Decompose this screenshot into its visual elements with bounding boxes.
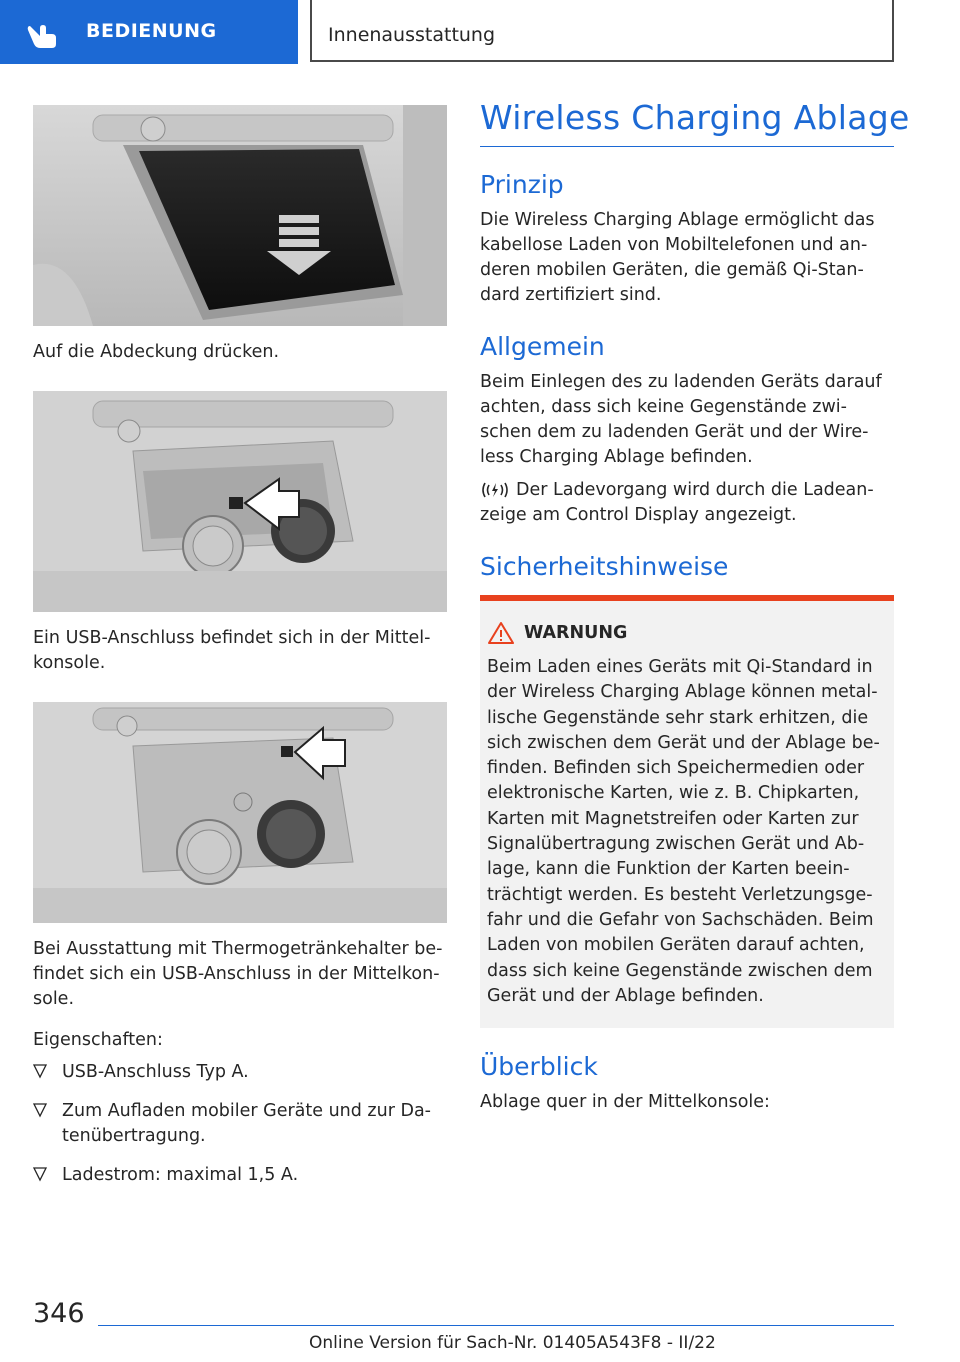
section-title: BEDIENUNG [86,20,217,42]
properties-list [33,1060,447,1202]
heading-prinzip: Prinzip [480,170,564,199]
page-title: Wireless Charging Ablage [480,98,910,137]
triangle-bullet-icon [33,1100,47,1120]
heading-ueberblick: Überblick [480,1052,598,1081]
chapter-title: Innenausstattung [328,24,496,46]
wireless-charging-icon [480,480,510,500]
chapter-box [310,0,894,62]
footer-divider [98,1325,894,1326]
caption-3: Bei Ausstattung mit Thermogetränkehalter be-findet sich ein USB-Anschluss in der Mittelkon-sole. [33,939,443,1009]
image-usb-port-thermo [33,702,447,923]
caption-2: Ein USB-Anschluss befindet sich in der Mittel-konsole. [33,628,431,673]
warning-bar [480,595,894,601]
paragraph-ueberblick: Ablage quer in der Mittelkonsole: [480,1092,770,1112]
section-tab [0,0,298,64]
properties-label: Eigenschaften: [33,1030,163,1050]
paragraph-prinzip: Die Wireless Charging Ablage ermöglicht das kabellose Laden von Mobiltelefonen und an-deren mobilen Geräten, die gemäß Qi-Stan-dard zertifiziert sind. [480,210,875,305]
paragraph-allgemein: Beim Einlegen des zu ladenden Geräts darauf achten, dass sich keine Gegenstände zwi-schen dem zu ladenden Gerät und der Wire-less Charging Ablage befinden. [480,372,882,467]
warning-triangle-icon [488,621,514,645]
title-divider [480,146,894,147]
warning-text: Beim Laden eines Geräts mit Qi-Standard in der Wireless Charging Ablage können metal-lische Gegenstände sehr stark erhitzen, die sich zwischen dem Gerät und der Ablage be-finden. Befinden sich Speichermedien oder elektronische Karten, wie z. B. Chipkarten, Karten mit Magnetstreifen oder Karten zur Signalübertragung zwischen Gerät und Ab-lage, kann die Funktion der Karten beein-trächtigt werden. Es besteht Verletzungsge-fahr und die Gefahr von Sachschäden. Beim Laden von mobilen Geräten darauf achten, dass sich keine Gegenstände zwischen dem Gerät und der Ablage befinden. [487,657,880,1006]
page-number: 346 [33,1298,85,1329]
hand-pointer-icon [26,20,60,50]
triangle-bullet-icon [33,1164,47,1184]
caption-1: Auf die Abdeckung drücken. [33,342,280,362]
image-charging-cover [33,105,447,326]
heading-sicherheit: Sicherheitshinweise [480,552,729,581]
triangle-bullet-icon [33,1061,47,1081]
footer-text: Online Version für Sach-Nr. 01405A543F8 - II/22 [309,1333,716,1353]
list-item: Ladestrom: maximal 1,5 A. [33,1163,447,1188]
warning-title: WARNUNG [524,623,628,643]
paragraph-anzeige: Der Ladevorgang wird durch die Ladean-zeige am Control Display angezeigt. [480,480,874,525]
warning-box [480,595,894,1028]
heading-allgemein: Allgemein [480,332,605,361]
list-item: Zum Aufladen mobiler Geräte und zur Da-tenübertragung. [33,1099,447,1149]
list-item: USB-Anschluss Typ A. [33,1060,447,1085]
image-usb-port [33,391,447,612]
